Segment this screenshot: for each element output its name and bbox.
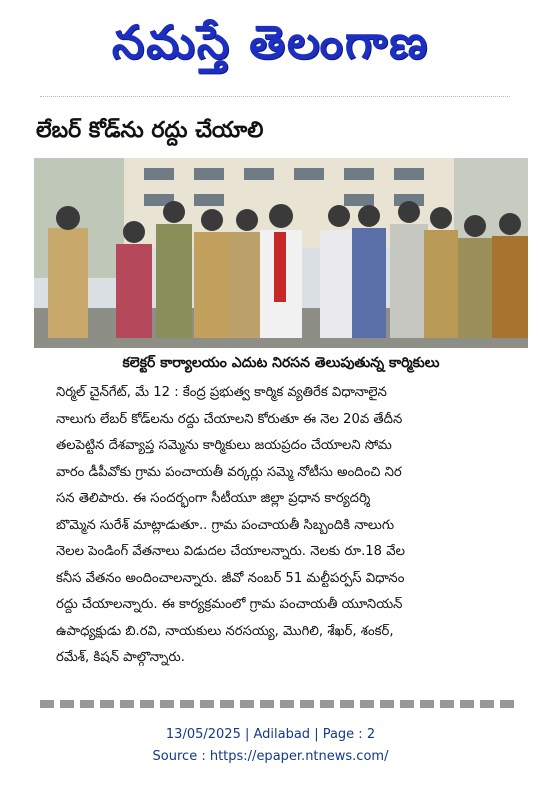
body-line: తలపెట్టిన దేశవ్యాప్త సమ్మెను కార్మికులు జయప్రదం చేయాలని సోమ [56, 438, 392, 453]
body-line: వారం డీపీవోకు గ్రామ పంచాయతీ వర్కర్లు సమ్మె నోటీసు అందించి నిర [56, 464, 402, 480]
body-line: ఉపాధ్యక్షుడు బి.రవి, నాయకులు నరసయ్య, మొగిలి, శేఖర్, శంకర్, [56, 623, 394, 639]
photo-caption: కలెక్టర్ కార్యాలయం ఎదుట నిరసన తెలుపుతున్న కార్మికులు [122, 355, 440, 371]
article-photo [34, 158, 528, 348]
body-line: నెలల పెండింగ్ వేతనాలు విడుదల చేయాలన్నారు. నెలకు రూ.18 వేల [56, 544, 405, 559]
body-line: నాలుగు లేబర్ కోడ్‌లను రద్దు చేయాలని కోరుతూ ఈ నెల 20వ తేదీన [56, 411, 403, 427]
masthead-logo-text: నమస్తే తెలంగాణ [111, 15, 430, 69]
source-link[interactable]: Source : https://epaper.ntnews.com/ [152, 749, 389, 764]
article-headline: లేబర్ కోడ్‌ను రద్దు చేయాలి [36, 118, 264, 143]
newspaper-masthead [0, 0, 541, 96]
body-line: కనీస వేతనం అందించాలన్నారు. జీవో నంబర్ 51 మల్టీపర్పస్ విధానం [56, 570, 405, 586]
body-line: రద్దు చేయాలన్నారు. ఈ కార్యక్రమంలో గ్రామ పంచాయతీ యూనియన్ [56, 597, 403, 612]
body-line: నిర్మల్ చైన్‌గేట్, మే 12 : కేంద్ర ప్రభుత్వ కార్మిక వ్యతిరేక విధానాలైన [56, 385, 387, 400]
cut-off-next-article [40, 700, 520, 708]
body-line: సన తెలిపారు. ఈ సందర్భంగా సీటీయూ జిల్లా ప్రధాన కార్యదర్శి [56, 491, 371, 506]
edition-info: 13/05/2025 | Adilabad | Page : 2 [165, 727, 376, 742]
top-divider [40, 96, 510, 105]
body-line: బొమ్మెన సురేశ్ మాట్లాడుతూ.. గ్రామ పంచాయతీ సిబ్బందికి నాలుగు [56, 517, 395, 533]
clipping-footer [0, 724, 541, 768]
protest-group-photo [34, 158, 528, 348]
body-line: రమేశ్, కిషన్ పాల్గొన్నారు. [56, 650, 185, 665]
article-body [56, 380, 526, 672]
